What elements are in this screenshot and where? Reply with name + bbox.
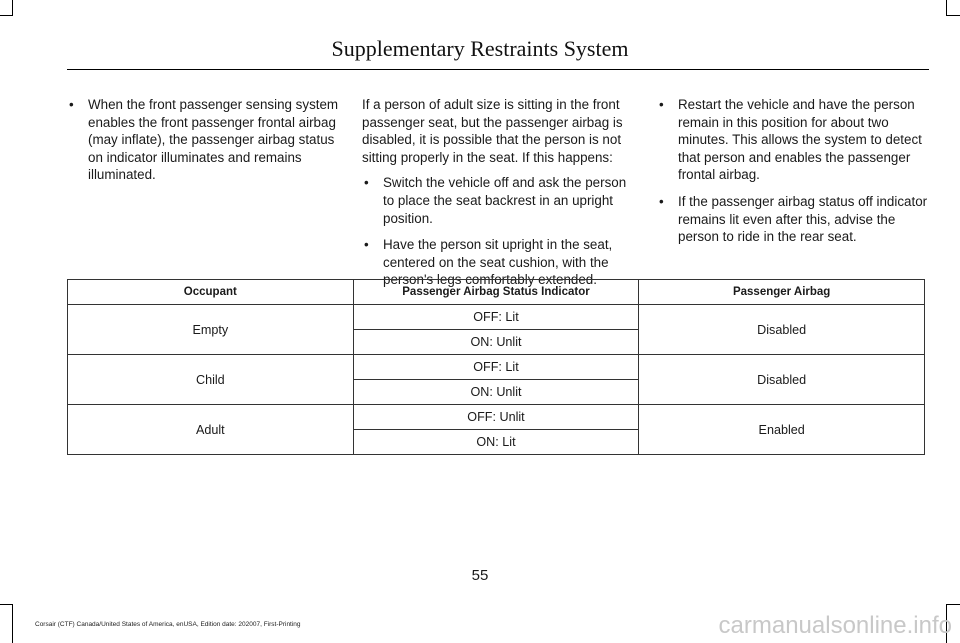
- indicator-cell: OFF: Unlit: [353, 405, 639, 430]
- indicator-cell: ON: Unlit: [353, 330, 639, 355]
- crop-mark: [946, 0, 947, 16]
- page-title: Supplementary Restraints System: [331, 36, 629, 61]
- paragraph: If a person of adult size is sitting in the front passenger seat, but the passenger airbag is disabled, it is possible that the person is not sitting properly in the seat. If this happens:: [362, 97, 623, 165]
- crop-mark: [12, 0, 13, 16]
- airbag-status-table: [67, 279, 925, 455]
- table-row: [68, 405, 925, 430]
- indicator-cell: ON: Unlit: [353, 380, 639, 405]
- page-number: 55: [471, 567, 489, 584]
- bullet-item: • Restart the vehicle and have the person remain in this position for about two minutes. This allows the system to detect that person and enables the passenger frontal airbag.: [657, 96, 929, 184]
- table-header-row: [68, 280, 925, 305]
- column-header: Occupant: [68, 280, 354, 305]
- bullet-item: • When the front passenger sensing system enables the front passenger frontal airbag (may inflate), the passenger airbag status on indicator illuminates and remains illuminated.: [67, 96, 339, 184]
- footer-edition-text: Corsair (CTF) Canada/United States of America, enUSA, Edition date: 202007, First-Printing: [35, 621, 301, 628]
- bullet-item: • Have the person sit upright in the seat, centered on the seat cushion, with the person's legs comfortably extended.: [362, 236, 634, 289]
- middle-bullet-list: [362, 174, 634, 289]
- bullet-item: • If the passenger airbag status off indicator remains lit even after this, advise the person to ride in the rear seat.: [657, 193, 929, 246]
- header-rule: [67, 69, 929, 70]
- middle-column: [362, 96, 634, 298]
- crop-mark: [12, 604, 13, 643]
- indicator-cell: OFF: Lit: [353, 305, 639, 330]
- indicator-cell: OFF: Lit: [353, 355, 639, 380]
- airbag-cell: Disabled: [639, 355, 925, 405]
- occupant-cell: Child: [68, 355, 354, 405]
- crop-mark: [946, 604, 960, 605]
- left-bullet-list: [67, 96, 339, 184]
- crop-mark: [0, 604, 13, 605]
- crop-mark: [946, 15, 960, 16]
- table-row: [68, 305, 925, 330]
- column-header: Passenger Airbag Status Indicator: [353, 280, 639, 305]
- watermark: carmanualsonline.info: [718, 612, 952, 639]
- occupant-cell: Empty: [68, 305, 354, 355]
- occupant-cell: Adult: [68, 405, 354, 455]
- crop-mark: [0, 15, 13, 16]
- airbag-cell: Enabled: [639, 405, 925, 455]
- airbag-cell: Disabled: [639, 305, 925, 355]
- right-bullet-list: [657, 96, 929, 246]
- indicator-cell: ON: Lit: [353, 430, 639, 455]
- right-column: [657, 96, 929, 255]
- left-column: [67, 96, 339, 193]
- table-row: [68, 355, 925, 380]
- column-header: Passenger Airbag: [639, 280, 925, 305]
- bullet-item: • Switch the vehicle off and ask the person to place the seat backrest in an upright position.: [362, 174, 634, 227]
